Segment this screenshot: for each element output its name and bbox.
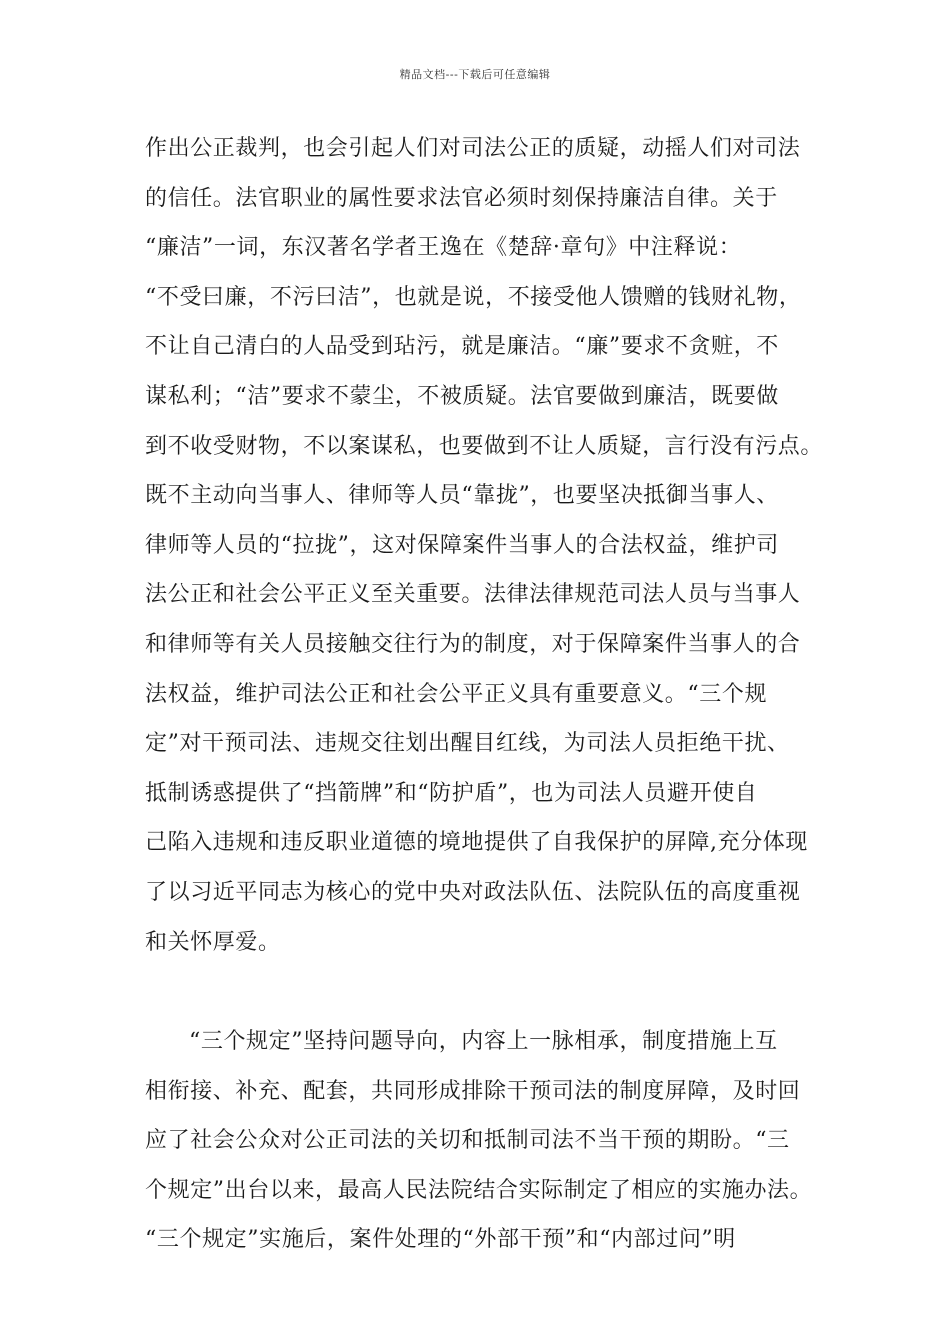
page-header: 精品文档---下载后可任意编辑 xyxy=(399,68,551,81)
text-line: 不让自己清白的人品受到玷污，就是廉洁。“廉”要求不贪赃，不 xyxy=(145,334,779,360)
text-line: 到不收受财物，不以案谋私，也要做到不让人质疑，言行没有污点。 xyxy=(145,433,824,459)
text-line: “廉洁”一词，东汉著名学者王逸在《楚辞·章句》中注释说： xyxy=(145,235,742,261)
text-line: 既不主动向当事人、律师等人员“靠拢”，也要坚决抵御当事人、 xyxy=(145,483,779,509)
paragraph-1 xyxy=(145,124,824,967)
text-line: “三个规定”坚持问题导向，内容上一脉相承，制度措施上互 xyxy=(189,1029,778,1055)
text-line: 相衔接、补充、配套，共同形成排除干预司法的制度屏障，及时回 xyxy=(145,1078,801,1104)
text-line: 的信任。法官职业的属性要求法官必须时刻保持廉洁自律。关于 xyxy=(145,185,778,211)
text-line: 法公正和社会公平正义至关重要。法律法律规范司法人员与当事人 xyxy=(145,582,801,608)
text-line: “三个规定”实施后，案件处理的“外部干预”和“内部过问”明 xyxy=(145,1227,736,1253)
text-line: 抵制诱惑提供了“挡箭牌”和“防护盾”，也为司法人员避开使自 xyxy=(145,780,758,806)
text-line: “不受曰廉，不污曰洁”，也就是说，不接受他人馈赠的钱财礼物， xyxy=(145,284,802,310)
text-line: 谋私利；“洁”要求不蒙尘，不被质疑。法官要做到廉洁，既要做 xyxy=(145,383,779,409)
paragraph-2 xyxy=(145,1017,815,1265)
text-line: 定”对干预司法、违规交往划出醒目红线，为司法人员拒绝干扰、 xyxy=(145,731,790,757)
text-line: 和律师等有关人员接触交往行为的制度，对于保障案件当事人的合 xyxy=(145,631,801,657)
text-line: 律师等人员的“拉拢”，这对保障案件当事人的合法权益，维护司 xyxy=(145,532,779,558)
text-line: 应了社会公众对公正司法的关切和抵制司法不当干预的期盼。“三 xyxy=(145,1128,790,1154)
text-line: 法权益，维护司法公正和社会公平正义具有重要意义。“三个规 xyxy=(145,681,768,707)
text-line: 了以习近平同志为核心的党中央对政法队伍、法院队伍的高度重视 xyxy=(145,879,801,905)
document-body xyxy=(145,124,824,1265)
text-line: 个规定”出台以来，最高人民法院结合实际制定了相应的实施办法。 xyxy=(145,1177,813,1203)
text-line: 己陷入违规和违反职业道德的境地提供了自我保护的屏障,充分体现 xyxy=(145,830,808,856)
text-line: 作出公正裁判，也会引起人们对司法公正的质疑，动摇人们对司法 xyxy=(145,136,801,161)
text-line: 和关怀厚爱。 xyxy=(145,929,281,955)
paragraph-gap xyxy=(145,967,815,1017)
